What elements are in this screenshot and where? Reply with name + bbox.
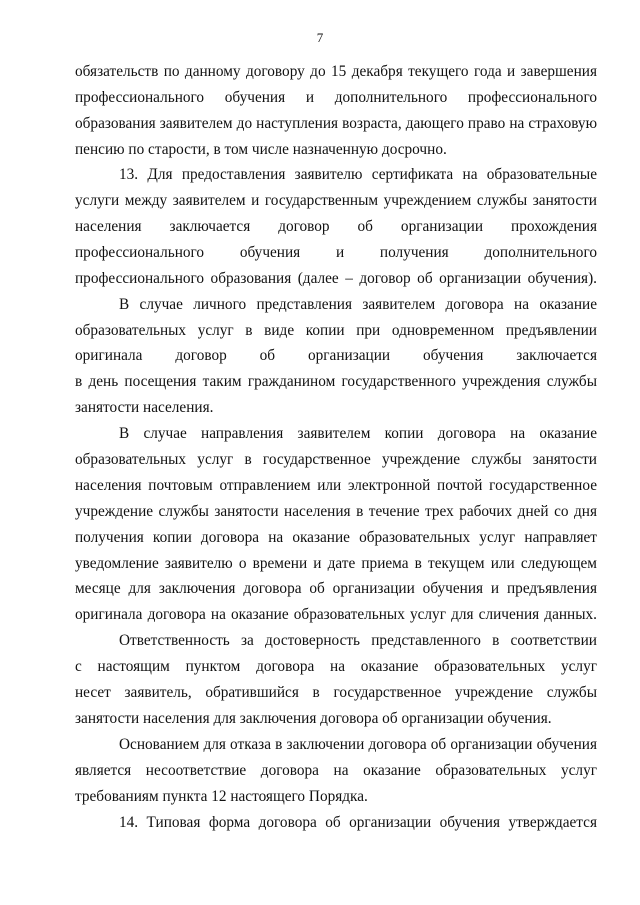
text-line: 14. Типовая форма договора об организации обучения утверждается (119, 814, 597, 831)
text-line: является несоответствие договора на оказание образовательных услуг (75, 762, 597, 779)
text-line: населения почтовым отправлением или электронной почтой государственное (75, 477, 597, 494)
text-line: учреждение службы занятости населения в течение трех рабочих дней со дня (75, 503, 597, 520)
text-line: профессионального обучения и дополнительного профессионального (75, 89, 597, 106)
text-line: оригинала договора на оказание образовательных услуг для сличения данных. (75, 606, 597, 623)
text-line: 13. Для предоставления заявителю сертификата на образовательные (119, 166, 597, 183)
text-line: профессионального образования (далее – договор об организации обучения). (75, 270, 597, 287)
text-line: пенсию по старости, в том числе назначенную досрочно. (75, 141, 447, 158)
text-line: занятости населения для заключения договора об организации обучения. (75, 710, 552, 727)
text-line: обязательств по данному договору до 15 декабря текущего года и завершения (75, 63, 597, 80)
text-line: Ответственность за достоверность представленного в соответствии (119, 632, 597, 649)
text-line: В случае направления заявителем копии договора на оказание (119, 425, 597, 442)
text-line: образовательных услуг в государственное учреждение службы занятости (75, 451, 597, 468)
text-line: занятости населения. (75, 399, 214, 416)
text-line: оригинала договор об организации обучения заключается (75, 347, 597, 364)
text-line: образовательных услуг в виде копии при одновременном предъявлении (75, 322, 597, 339)
text-line: образования заявителем до наступления возраста, дающего право на страховую (75, 115, 597, 132)
text-line: услуги между заявителем и государственным учреждением службы занятости (75, 192, 597, 209)
page-number: 7 (316, 30, 324, 45)
text-line: Основанием для отказа в заключении договора об организации обучения (119, 736, 597, 753)
text-line: В случае личного представления заявителем договора на оказание (119, 296, 597, 313)
text-line: уведомление заявителю о времени и дате приема в текущем или следующем (75, 555, 597, 572)
text-line: требованиям пункта 12 настоящего Порядка. (75, 788, 368, 805)
text-line: в день посещения таким гражданином государственного учреждения службы (75, 373, 597, 390)
text-line: профессионального обучения и получения дополнительного (75, 244, 597, 261)
text-line: несет заявитель, обратившийся в государственное учреждение службы (75, 684, 597, 701)
text-line: месяце для заключения договора об организации обучения и предъявления (75, 580, 597, 597)
text-line: получения копии договора на оказание образовательных услуг направляет (75, 529, 597, 546)
text-line: населения заключается договор об организации прохождения (75, 218, 597, 235)
text-line: с настоящим пунктом договора на оказание образовательных услуг (75, 658, 597, 675)
